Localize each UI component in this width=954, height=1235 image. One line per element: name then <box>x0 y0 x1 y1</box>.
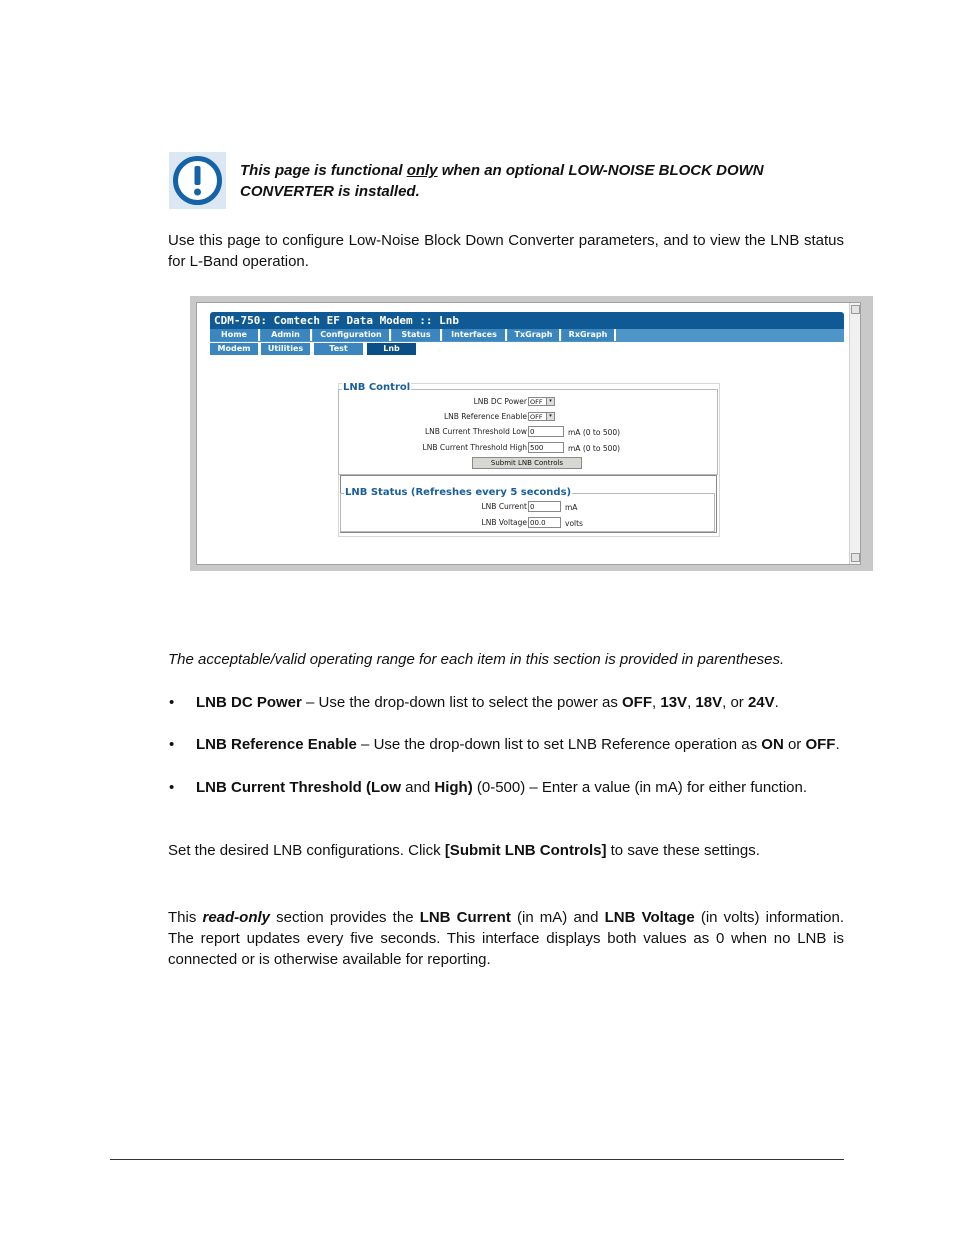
tab-rxgraph[interactable]: RxGraph <box>562 329 616 341</box>
tab-interfaces[interactable]: Interfaces <box>443 329 507 341</box>
dc-power-select[interactable]: OFF ▾ <box>528 397 555 406</box>
lnb-current-field: 0 <box>528 501 561 512</box>
footer-rule <box>110 1159 844 1160</box>
lnb-current-label: LNB Current <box>481 502 527 511</box>
threshold-high-input[interactable]: 500 <box>528 442 564 453</box>
list-item: • LNB DC Power – Use the drop-down list to select the power as OFF, 13V, 18V, or 24V. <box>169 694 779 711</box>
chevron-down-icon: ▾ <box>546 413 554 420</box>
tab-test[interactable]: Test <box>314 343 365 355</box>
tab-modem[interactable]: Modem <box>210 343 260 355</box>
browser-viewport <box>196 302 861 565</box>
scrollbar[interactable] <box>849 303 860 564</box>
scroll-down-icon[interactable] <box>851 553 860 562</box>
note-icon <box>169 152 226 209</box>
tab-home[interactable]: Home <box>210 329 260 341</box>
tab-status[interactable]: Status <box>392 329 442 341</box>
submit-paragraph: Set the desired LNB configurations. Click [Submit LNB Controls] to save these settings. <box>168 842 760 859</box>
lnb-voltage-label: LNB Voltage <box>481 518 527 527</box>
ref-enable-select[interactable]: OFF ▾ <box>528 412 555 421</box>
chevron-down-icon: ▾ <box>546 398 554 405</box>
threshold-low-unit: mA (0 to 500) <box>568 428 621 437</box>
ref-enable-label: LNB Reference Enable <box>443 412 527 421</box>
threshold-low-label: LNB Current Threshold Low <box>425 427 527 436</box>
tab-admin[interactable]: Admin <box>261 329 312 341</box>
exclamation-circle-icon <box>169 152 226 209</box>
lnb-control-legend: LNB Control <box>343 382 411 393</box>
nav-row-2 <box>210 343 844 356</box>
list-item: • LNB Current Threshold (Low and High) (0-500) – Enter a value (in mA) for either function. <box>169 779 808 796</box>
submit-lnb-controls-button[interactable]: Submit LNB Controls <box>472 457 582 469</box>
status-paragraph: This read-only section provides the LNB Current (in mA) and LNB Voltage (in volts) information. The report updates every five seconds. This interface displays both values as 0 when no LNB is connected or is otherwise available for reporting. <box>168 909 845 968</box>
threshold-low-input[interactable]: 0 <box>528 426 564 437</box>
threshold-high-unit: mA (0 to 500) <box>568 444 621 453</box>
tab-lnb[interactable]: Lnb <box>367 343 418 355</box>
lnb-status-legend: LNB Status (Refreshes every 5 seconds) <box>345 487 572 498</box>
lnb-voltage-field: 00.0 <box>528 517 561 528</box>
range-note: The acceptable/valid operating range for each item in this section is provided in parentheses. <box>168 651 785 668</box>
lnb-page-screenshot <box>190 296 873 571</box>
nav-row-1 <box>210 329 844 342</box>
dc-power-label: LNB DC Power <box>473 397 527 406</box>
intro-paragraph: Use this page to configure Low-Noise Block Down Converter parameters, and to view the LNB status for L-Band operation. <box>168 232 844 270</box>
tab-configuration[interactable]: Configuration <box>313 329 391 341</box>
tab-txgraph[interactable]: TxGraph <box>508 329 561 341</box>
control-bullet-list <box>168 692 844 798</box>
note-text: This page is functional only when an optional LOW-NOISE BLOCK DOWN CONVERTER is installed. <box>240 162 764 200</box>
list-item: • LNB Reference Enable – Use the drop-down list to set LNB Reference operation as ON or OFF. <box>169 736 840 753</box>
app-title-bar: CDM-750: Comtech EF Data Modem :: Lnb <box>210 312 844 329</box>
tab-utilities[interactable]: Utilities <box>261 343 312 355</box>
lnb-current-unit: mA <box>565 503 578 512</box>
lnb-voltage-unit: volts <box>565 519 583 528</box>
scroll-up-icon[interactable] <box>851 305 860 314</box>
threshold-high-label: LNB Current Threshold High <box>422 443 527 452</box>
